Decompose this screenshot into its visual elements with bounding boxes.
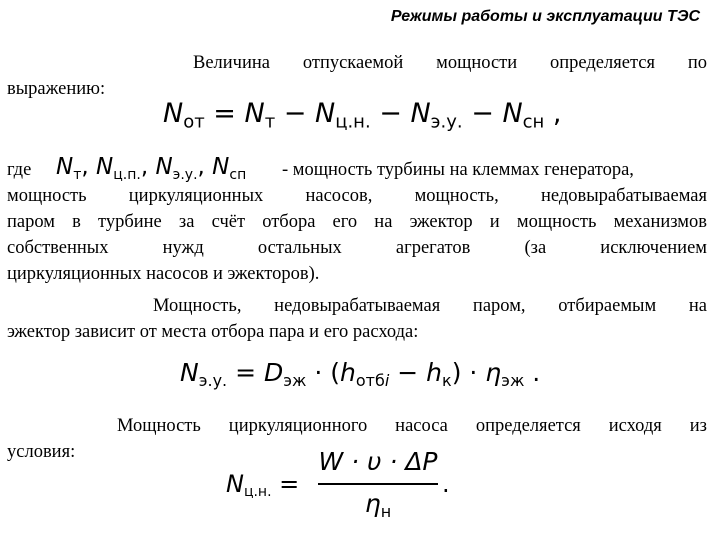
- fraction-bar: [318, 483, 438, 485]
- def-line-1: мощность циркуляционных насосов, мощность, недовырабатываемая: [7, 186, 707, 206]
- where-suffix: - мощность турбины на клеммах генератора,: [282, 160, 634, 180]
- equation-pump-fraction: [318, 447, 438, 521]
- paragraph-ejector: [7, 293, 707, 345]
- fraction-numerator: W · υ · ΔP: [318, 447, 438, 476]
- ejector-line-2: эжектор зависит от места отбора пара и его расхода:: [7, 322, 419, 342]
- pump-line-1: Мощность циркуляционного насоса определяется исходя из: [117, 416, 707, 436]
- paragraph-definitions: [7, 183, 707, 287]
- ejector-line-1: Мощность, недовырабатываемая паром, отбираемым на: [153, 296, 707, 316]
- equation-pump-period: .: [442, 470, 450, 498]
- slide-header: Режимы работы и эксплуатации ТЭС: [390, 8, 700, 25]
- intro-line-2: выражению:: [7, 79, 106, 99]
- def-line-3: собственных нужд остальных агрегатов (за исключением: [7, 238, 707, 258]
- paragraph-intro: [7, 50, 707, 102]
- equation-output-power: $N_{от} = N_т - N_{ц.н.} - N_{э.у.} - N_{сн}$ ,: [163, 98, 562, 133]
- equation-ejector-power: $N_{э.у.} = D_{эж} \cdot (h_{отбi} - h_к) \cdot \eta_{эж}$ .: [180, 358, 541, 390]
- pump-line-2: условия:: [7, 442, 76, 462]
- def-line-4: циркуляционных насосов и эжекторов).: [7, 264, 320, 284]
- fraction-denominator: $\eta_н$: [364, 489, 392, 521]
- equation-pump-lhs: $N_{ц.н.}$ =: [226, 470, 300, 501]
- where-prefix: где: [7, 160, 32, 180]
- where-symbols: $N_т$, $N_{ц.п.}$, $N_{э.у.}$, $N_{сп}$: [56, 154, 247, 183]
- intro-line-1: Величина отпускаемой мощности определяется по: [193, 53, 707, 73]
- def-line-2: паром в турбине за счёт отбора его на эжектор и мощность механизмов: [7, 212, 707, 232]
